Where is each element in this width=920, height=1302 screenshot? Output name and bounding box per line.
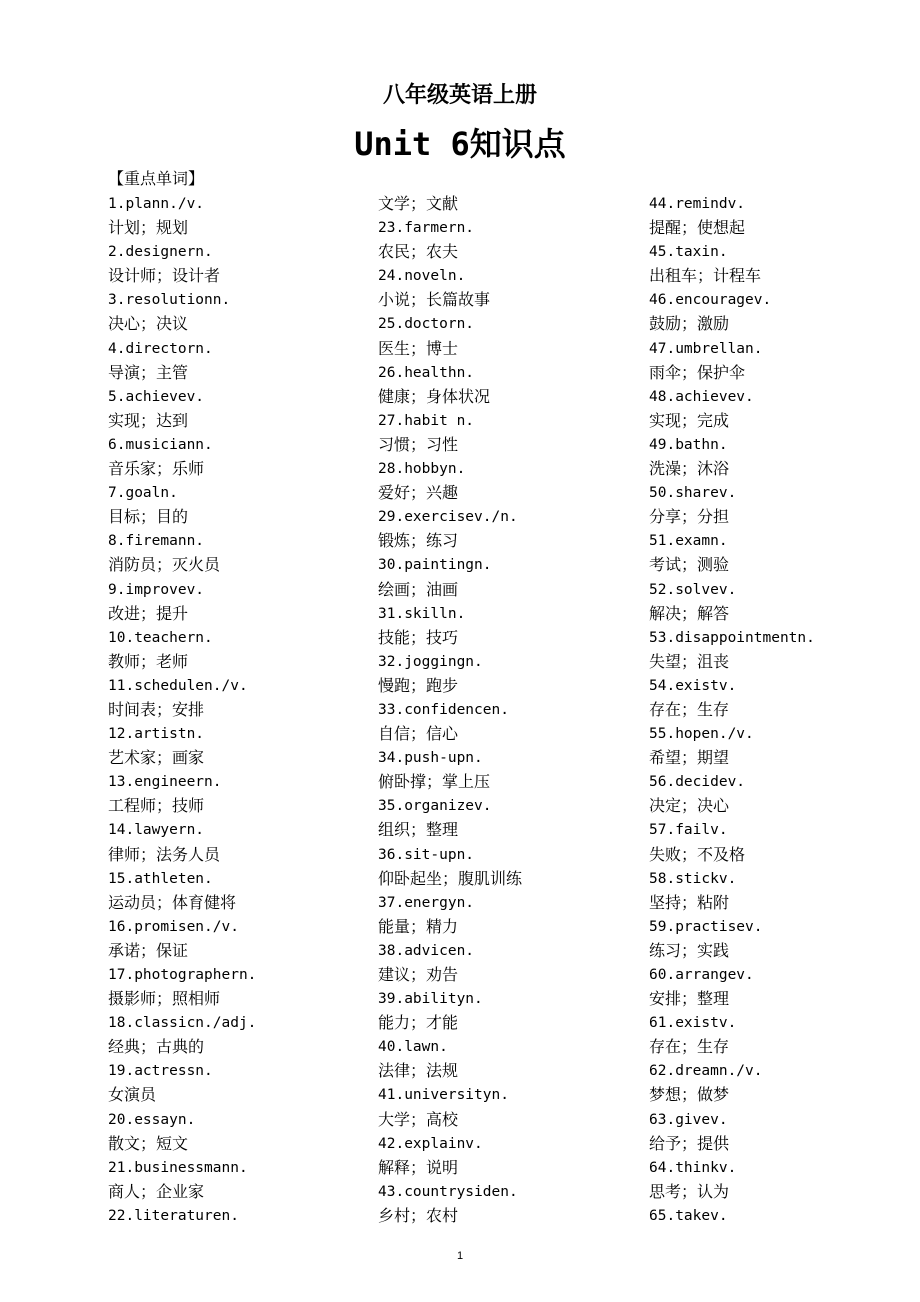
vocab-word: 2.designern.: [108, 244, 213, 261]
vocab-word: 36.sit-upn.: [378, 846, 475, 863]
vocab-word: 50.sharev.: [649, 485, 737, 502]
vocab-meaning: 梦想；做梦: [649, 1085, 730, 1105]
vocab-meaning: 农民；农夫: [378, 242, 459, 262]
vocab-meaning: 女演员: [108, 1085, 157, 1105]
vocab-meaning: 绘画；油画: [378, 579, 459, 599]
vocab-meaning: 能量；精力: [378, 916, 459, 936]
vocab-word: 62.dreamn./v.: [649, 1063, 763, 1080]
vocab-meaning: 大学；高校: [378, 1109, 459, 1129]
vocab-meaning: 摄影师；照相师: [108, 989, 221, 1009]
vocab-meaning: 散文；短文: [108, 1133, 189, 1153]
vocab-word: 55.hopen./v.: [649, 726, 754, 743]
vocab-word: 11.schedulen./v.: [108, 677, 248, 694]
vocab-meaning: 存在；生存: [649, 699, 730, 719]
vocab-word: 4.directorn.: [108, 340, 213, 357]
vocab-word: 33.confidencen.: [378, 701, 509, 718]
vocab-meaning: 实现；达到: [108, 410, 189, 430]
vocab-word: 8.firemann.: [108, 533, 205, 550]
vocab-word: 14.lawyern.: [108, 822, 205, 839]
vocab-meaning: 承诺；保证: [108, 940, 189, 960]
vocab-meaning: 经典；古典的: [108, 1037, 205, 1057]
vocab-word: 61.existv.: [649, 1015, 737, 1032]
section-label-key-words: 【重点单词】: [108, 169, 205, 188]
vocab-word: 41.universityn.: [378, 1087, 509, 1104]
vocab-word: 19.actressn.: [108, 1063, 213, 1080]
vocab-word: 31.skilln.: [378, 605, 466, 622]
vocab-word: 46.encouragev.: [649, 292, 772, 309]
vocab-word: 21.businessmann.: [108, 1159, 248, 1176]
vocab-meaning: 解释；说明: [378, 1157, 459, 1177]
vocab-word: 27.habit n.: [378, 412, 475, 429]
vocab-word: 44.remindv.: [649, 196, 746, 212]
vocab-meaning: 建议；劝告: [378, 965, 459, 984]
vocab-meaning: 安排；整理: [649, 989, 730, 1009]
vocab-meaning: 健康；身体状况: [378, 386, 491, 406]
vocab-meaning: 技能；技巧: [378, 627, 459, 647]
vocab-meaning: 给予；提供: [649, 1133, 730, 1153]
vocab-word: 17.photographern.: [108, 967, 257, 983]
vocab-word: 60.arrangev.: [649, 967, 754, 983]
vocab-meaning: 目标；目的: [108, 507, 189, 527]
vocab-meaning: 考试；测验: [649, 555, 730, 575]
vocab-word: 29.exercisev./n.: [378, 509, 518, 526]
vocab-meaning: 锻炼；练习: [378, 531, 459, 551]
vocab-meaning: 解决；解答: [649, 603, 730, 623]
vocab-meaning: 文学；文献: [378, 194, 459, 213]
vocab-word: 30.paintingn.: [378, 557, 492, 574]
vocab-word: 25.doctorn.: [378, 316, 475, 333]
vocab-word: 34.push-upn.: [378, 750, 483, 767]
vocab-word: 59.practisev.: [649, 918, 763, 935]
vocab-word: 54.existv.: [649, 677, 737, 694]
vocab-word: 48.achievev.: [649, 388, 754, 405]
vocab-column-3: [649, 192, 909, 1228]
vocab-word: 47.umbrellan.: [649, 340, 763, 357]
vocab-word: 39.abilityn.: [378, 991, 483, 1008]
vocab-word: 43.countrysiden.: [378, 1183, 518, 1200]
vocab-word: 64.thinkv.: [649, 1159, 737, 1176]
vocab-meaning: 坚持；粘附: [649, 892, 730, 912]
vocab-meaning: 雨伞；保护伞: [649, 362, 746, 382]
vocab-meaning: 能力；才能: [378, 1013, 459, 1033]
vocab-meaning: 练习；实践: [649, 940, 730, 960]
vocab-word: 63.givev.: [649, 1111, 728, 1128]
vocab-word: 35.organizev.: [378, 798, 492, 815]
vocab-word: 13.engineern.: [108, 774, 222, 791]
vocab-meaning: 鼓励；激励: [649, 314, 730, 334]
vocab-meaning: 律师；法务人员: [108, 844, 221, 864]
vocab-meaning: 提醒；使想起: [649, 218, 746, 238]
vocab-meaning: 俯卧撑；掌上压: [378, 772, 491, 792]
vocab-word: 12.artistn.: [108, 726, 205, 743]
vocab-word: 1.plann./v.: [108, 196, 205, 212]
vocab-meaning: 教师；老师: [108, 651, 189, 671]
vocab-word: 10.teachern.: [108, 629, 213, 646]
vocab-meaning: 自信；信心: [378, 724, 459, 744]
vocab-word: 37.energyn.: [378, 894, 475, 911]
vocab-word: 57.failv.: [649, 822, 728, 839]
vocab-meaning: 法律；法规: [378, 1061, 459, 1081]
vocab-meaning: 小说；长篇故事: [378, 290, 491, 310]
vocab-meaning: 爱好；兴趣: [378, 483, 459, 503]
vocab-word: 65.takev.: [649, 1207, 728, 1224]
vocab-column-2: [378, 192, 638, 1228]
vocab-meaning: 仰卧起坐；腹肌训练: [378, 868, 523, 888]
vocab-word: 3.resolutionn.: [108, 292, 231, 309]
vocab-word: 6.musiciann.: [108, 436, 213, 453]
vocab-meaning: 工程师；技师: [108, 796, 205, 816]
vocab-word: 5.achievev.: [108, 388, 205, 405]
vocab-word: 22.literaturen.: [108, 1207, 239, 1224]
vocab-meaning: 决定；决心: [649, 796, 730, 816]
vocab-word: 45.taxin.: [649, 244, 728, 261]
page-number: 1: [456, 1250, 464, 1262]
vocab-meaning: 医生；博士: [378, 338, 459, 358]
vocab-word: 24.noveln.: [378, 268, 466, 285]
vocab-word: 58.stickv.: [649, 870, 737, 887]
vocab-word: 53.disappointmentn.: [649, 629, 815, 646]
vocab-word: 7.goaln.: [108, 485, 178, 502]
vocab-meaning: 导演；主管: [108, 362, 189, 382]
vocab-meaning: 思考；认为: [649, 1181, 730, 1201]
vocab-meaning: 洗澡；沐浴: [649, 459, 730, 479]
vocab-meaning: 实现；完成: [649, 410, 730, 430]
vocab-word: 42.explainv.: [378, 1135, 483, 1152]
vocab-word: 52.solvev.: [649, 581, 737, 598]
vocab-meaning: 组织；整理: [378, 820, 459, 840]
vocab-meaning: 音乐家；乐师: [108, 459, 205, 479]
vocab-meaning: 决心；决议: [108, 314, 189, 334]
vocab-meaning: 商人；企业家: [108, 1181, 205, 1201]
vocab-meaning: 运动员；体育健将: [108, 892, 237, 912]
vocab-word: 16.promisen./v.: [108, 918, 239, 935]
vocab-meaning: 希望；期望: [649, 748, 730, 768]
vocab-word: 9.improvev.: [108, 581, 205, 598]
vocab-meaning: 分享；分担: [649, 507, 730, 527]
vocab-meaning: 改进；提升: [108, 603, 189, 623]
vocab-word: 28.hobbyn.: [378, 461, 466, 478]
vocab-word: 15.athleten.: [108, 870, 213, 887]
vocab-column-1: [108, 192, 368, 1228]
vocab-meaning: 艺术家；画家: [108, 748, 205, 768]
vocab-meaning: 时间表；安排: [108, 699, 205, 719]
vocab-meaning: 设计师；设计者: [108, 266, 221, 286]
page-title: 八年级英语上册: [382, 83, 537, 108]
vocab-word: 38.advicen.: [378, 942, 475, 959]
unit-title: Unit 6知识点: [354, 125, 566, 163]
vocab-meaning: 出租车；计程车: [649, 266, 762, 286]
vocab-word: 20.essayn.: [108, 1111, 196, 1128]
vocab-meaning: 乡村；农村: [378, 1205, 459, 1225]
vocab-word: 56.decidev.: [649, 774, 746, 791]
vocab-meaning: 消防员；灭火员: [108, 555, 221, 575]
vocab-word: 26.healthn.: [378, 364, 475, 381]
vocab-meaning: 习惯；习性: [378, 434, 459, 454]
vocab-word: 32.joggingn.: [378, 653, 483, 670]
vocab-word: 18.classicn./adj.: [108, 1015, 257, 1032]
vocab-word: 51.examn.: [649, 533, 728, 550]
vocab-meaning: 慢跑；跑步: [378, 675, 459, 695]
vocab-word: 23.farmern.: [378, 220, 475, 237]
vocab-word: 40.lawn.: [378, 1039, 448, 1056]
vocab-meaning: 计划；规划: [108, 218, 189, 238]
vocab-meaning: 失败；不及格: [649, 844, 746, 864]
vocab-meaning: 失望；沮丧: [649, 651, 730, 671]
vocab-word: 49.bathn.: [649, 436, 728, 453]
vocab-meaning: 存在；生存: [649, 1037, 730, 1057]
